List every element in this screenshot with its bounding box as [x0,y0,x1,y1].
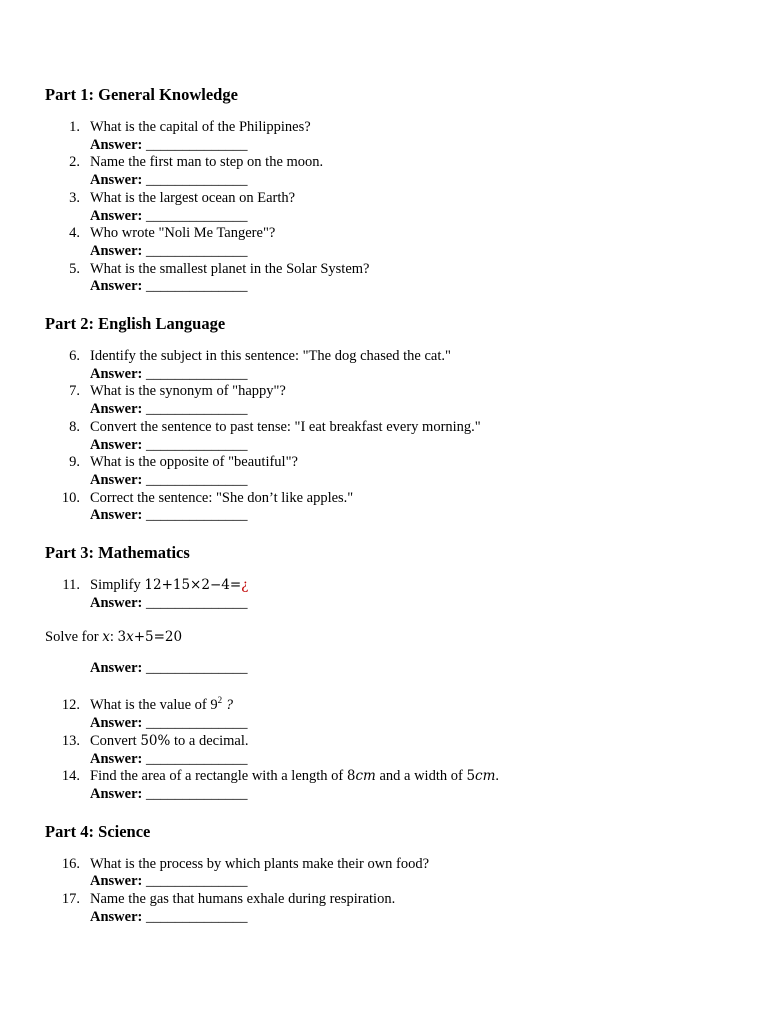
answer-line [90,507,735,525]
question-text: What is the largest ocean on Earth? [90,189,296,206]
question-item [45,454,735,489]
answer-blank: ______________ [145,594,248,611]
question-number: 14. [61,768,80,785]
question-text: What is the value of 9 [90,697,218,714]
answer-label: Answer: [90,750,143,767]
question-suffix: to a decimal. [170,732,249,749]
length-number: 8 [346,768,356,785]
question-text: Convert [90,732,141,749]
answer-line [90,472,735,490]
question-number: 11. [62,577,80,594]
answer-line [90,437,735,455]
answer-label: Answer: [90,401,143,418]
answer-line [90,751,735,769]
answer-line [90,401,735,419]
answer-label: Answer: [90,660,143,677]
length-unit: cm [355,768,376,785]
question-number: 9. [69,454,80,471]
question-text: Identify the subject in this sentence: "The dog chased the cat." [90,348,451,365]
answer-line [90,243,735,261]
width-number: 5 [466,768,476,785]
answer-line [45,659,735,677]
part1-questions [45,119,735,296]
solve-variable: x [102,629,110,646]
answer-blank: ______________ [145,207,248,224]
question-item [45,154,735,189]
question-text: Convert the sentence to past tense: "I eat breakfast every morning." [90,418,481,435]
width-unit: cm [475,768,496,785]
answer-label: Answer: [90,365,143,382]
question-mid: and a width of [375,768,467,785]
question-number: 10. [61,489,80,506]
solve-colon: : [109,629,118,646]
solve-prefix: Solve for [45,629,103,646]
answer-line [90,715,735,733]
question-number: 7. [69,383,80,400]
answer-line [90,873,735,891]
answer-label: Answer: [90,136,143,153]
part4-questions [45,856,735,927]
question-item [45,891,735,926]
part4-heading: Part 4: Science [45,821,151,841]
solve-equation [117,629,182,645]
answer-line [90,278,735,296]
question-item [45,768,735,803]
answer-blank: ______________ [145,278,248,295]
answer-blank: ______________ [145,172,248,189]
question-item [45,733,735,768]
answer-line [90,595,735,613]
question-text: What is the capital of the Philippines? [90,119,311,135]
question-item [45,348,735,383]
answer-label: Answer: [90,594,143,611]
answer-blank: ______________ [145,750,248,767]
question-number: 6. [69,348,80,365]
question-item [45,225,735,260]
length-value [347,768,376,784]
solve-for-x [45,628,735,646]
question-text: Name the gas that humans exhale during respiration. [90,891,396,908]
question-text: Correct the sentence: "She don’t like apples." [90,489,354,506]
answer-label: Answer: [90,715,143,732]
answer-blank: ______________ [145,401,248,418]
equation-variable: x [126,629,134,646]
question-item [45,261,735,296]
answer-label: Answer: [90,873,143,890]
question-item [45,383,735,418]
answer-blank: ______________ [145,242,248,259]
part2-questions [45,348,735,525]
answer-blank: ______________ [145,436,248,453]
answer-label: Answer: [90,207,143,224]
question-item [45,490,735,525]
worksheet [45,84,735,927]
answer-label: Answer: [90,785,143,802]
question-text: Who wrote "Noli Me Tangere"? [90,225,276,242]
answer-label: Answer: [90,278,143,295]
question-item [45,190,735,225]
question-text: What is the synonym of "happy"? [90,383,286,400]
answer-blank: ______________ [145,908,248,925]
answer-label: Answer: [90,908,143,925]
answer-blank: ______________ [145,471,248,488]
question-text: Find the area of a rectangle with a length of [90,768,347,785]
question-text: What is the opposite of "beautiful"? [90,454,298,471]
question-number: 17. [61,891,80,908]
answer-blank: ______________ [145,785,248,802]
question-item [45,119,735,154]
question-text: What is the process by which plants make their own food? [90,855,430,872]
answer-line [90,909,735,927]
part3-questions-b [45,697,735,803]
answer-line [90,786,735,804]
answer-blank: ______________ [145,365,248,382]
answer-blank: ______________ [145,873,248,890]
answer-blank: ______________ [145,715,248,732]
question-item [45,697,735,732]
answer-blank: ______________ [145,136,248,153]
answer-label: Answer: [90,471,143,488]
answer-line [90,208,735,226]
answer-blank: ______________ [145,660,248,677]
width-value [466,768,495,784]
equation-coefficient: 3 [117,629,127,646]
math-expression: 12+15×2−4= [144,577,242,594]
question-suffix: . [495,768,500,785]
question-item [45,419,735,454]
part2-heading: Part 2: English Language [45,314,226,334]
question-number: 1. [69,119,80,135]
exponent: 2 [217,695,223,706]
answer-line [90,137,735,155]
part1-heading: Part 1: General Knowledge [45,85,238,104]
answer-label: Answer: [90,436,143,453]
answer-label: Answer: [90,242,143,259]
answer-label: Answer: [90,172,143,189]
question-suffix: ? [222,697,234,714]
question-item [45,856,735,891]
question-item [45,577,735,612]
question-number: 16. [61,855,80,872]
part3-heading: Part 3: Mathematics [45,543,190,563]
part3-questions-a [45,577,735,612]
question-number: 8. [69,418,80,435]
percent-value: 50% [140,732,171,749]
math-expression-end: ¿ [241,577,249,594]
question-number: 3. [69,189,80,206]
question-number: 12. [61,697,80,714]
question-number: 2. [69,154,80,171]
question-number: 13. [61,732,80,749]
answer-line [90,366,735,384]
question-text: What is the smallest planet in the Solar System? [90,260,370,277]
question-text: Simplify [90,577,145,594]
equation-rest: +5=20 [133,629,183,646]
question-number: 5. [69,260,80,277]
question-text: Name the first man to step on the moon. [90,154,324,171]
answer-line [90,172,735,190]
question-number: 4. [69,225,80,242]
answer-label: Answer: [90,507,143,524]
answer-blank: ______________ [145,507,248,524]
